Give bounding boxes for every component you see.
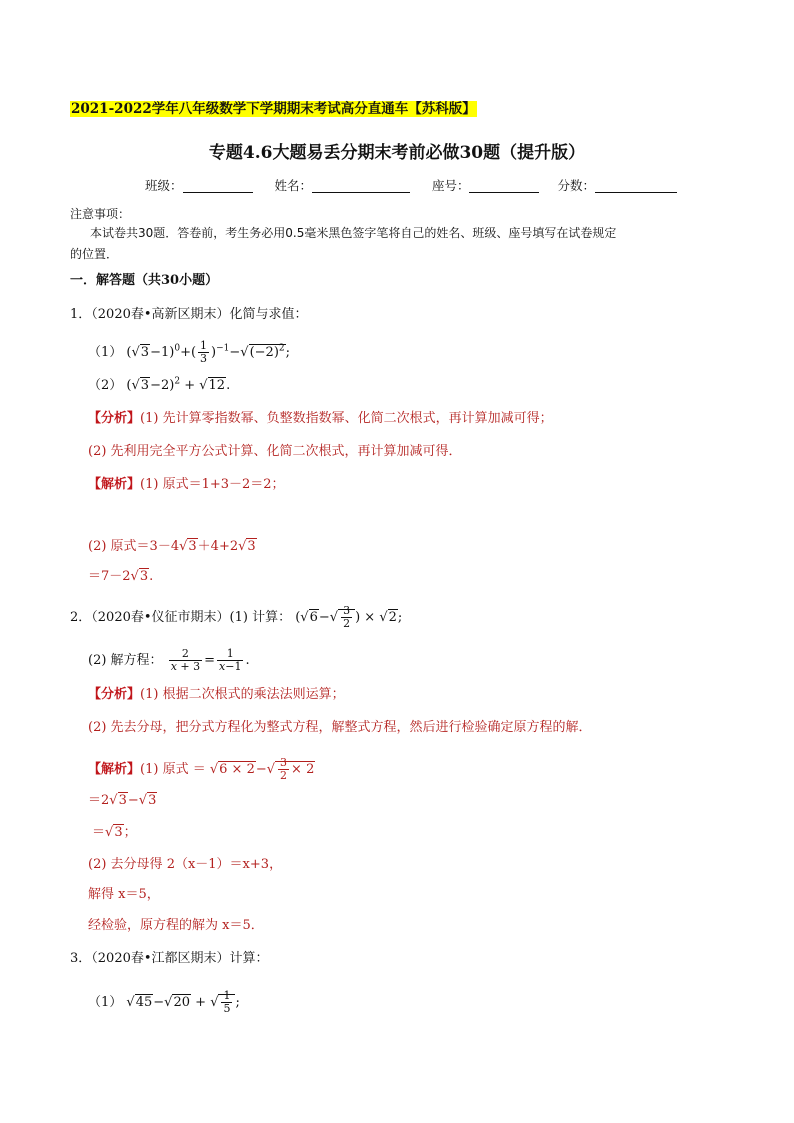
q2-equation: $\frac{2}{x + 3}$ = $\frac{1}{x-1}$ . [170,647,250,673]
q1-stem: 1．（2020春•高新区期末）化简与求值： [70,307,308,322]
q1-part1 [88,340,290,365]
name-blank[interactable] [312,178,410,193]
q2-part1-expr: (√6−√ $\frac{3}{2}$ ) × √2; [295,604,403,630]
q3-part1: （1） √45−√20 + √ $\frac{1}{5}$ ; [88,989,240,1015]
notes-heading: 注意事项： [70,207,131,221]
q1-part2-label: （2） [88,378,123,393]
score-label: 分数： [557,178,595,193]
q2-stem: 2．（2020春•仪征市期末）(1) 计算： (√6−√ $\frac{3}{2}$ ) × √2; [70,604,403,630]
class-blank[interactable] [183,178,253,193]
seat-blank[interactable] [469,178,539,193]
class-label: 班级： [145,178,183,193]
q2-analysis-1: 【分析】(1) 根据二次根式的乘法法则运算； [88,687,345,702]
q3-part1-expr: √45−√20 + √ $\frac{1}{5}$ ; [126,989,240,1015]
q1-solution-3: ＝7－2√3. [88,569,154,584]
q1-analysis-1: 【分析】(1) 先计算零指数幂、负整数指数幂、化简二次根式，再计算加减可得； [88,411,553,426]
score-blank[interactable] [595,178,677,193]
q2-solution-3: ＝√3； [92,825,137,840]
q2-solution-2: ＝2√3−√3 [88,793,157,808]
header-highlight: 2021-2022学年八年级数学下学期期末考试高分直通车【苏科版】 [71,101,476,117]
q1-analysis-2: (2) 先利用完全平方公式计算、化简二次根式，再计算加减可得． [88,444,462,459]
seat-label: 座号： [431,178,470,193]
q1-analysis-tag: 【分析】 [88,411,141,426]
q1-part1-expr: $(√3-1)^0+$( $\frac{1}{3}$ )$^{-1}-√(-2)^2$; [126,339,291,365]
q2-part2: (2) 解方程： $\frac{2}{x + 3}$ = $\frac{1}{x-1}$ . [88,647,250,673]
q1-solution-1: 【解析】(1) 原式＝1+3－2＝2； [88,477,285,492]
name-label: 姓名： [274,178,312,193]
q2-analysis-2: (2) 先去分母，把分式方程化为整式方程，解整式方程，然后进行检验确定原方程的解． [88,720,592,735]
header-banner [70,100,477,119]
notes-line-2: 的位置． [70,247,119,261]
q2-solution-4: (2) 去分母得 2（x－1）＝x+3， [88,857,283,872]
page-title: 专题4.6大题易丢分期末考前必做30题（提升版） [208,143,586,163]
q1-solution-2: (2) 原式＝3－4√3＋4+2√3 [88,539,256,554]
q2-analysis-tag: 【分析】 [88,687,141,702]
q1-part2 [88,377,230,395]
q1-solution-tag: 【解析】 [88,477,141,492]
q3-stem: 3．（2020春•江都区期末）计算： [70,951,269,966]
q2-solution-tag: 【解析】 [88,762,141,777]
section-heading: 一．解答题（共30小题） [70,273,219,288]
q2-solution-5: 解得 x＝5， [88,887,160,902]
q1-part2-expr: $(√3-2)^2 + √12$. [126,376,231,393]
info-fields-row [145,177,677,195]
notes-line-1: 本试卷共30题．答卷前，考生务必用0.5毫米黑色签字笔将自己的姓名、班级、座号填写在试卷规定 [90,226,617,240]
q1-part1-label: （1） [88,345,123,360]
q2-solution-1: 【解析】(1) 原式 ＝ √6 × 2−√ $\frac{3}{2}$ × 2 [88,756,315,782]
q2-solution-6: 经检验，原方程的解为 x＝5． [88,918,264,933]
